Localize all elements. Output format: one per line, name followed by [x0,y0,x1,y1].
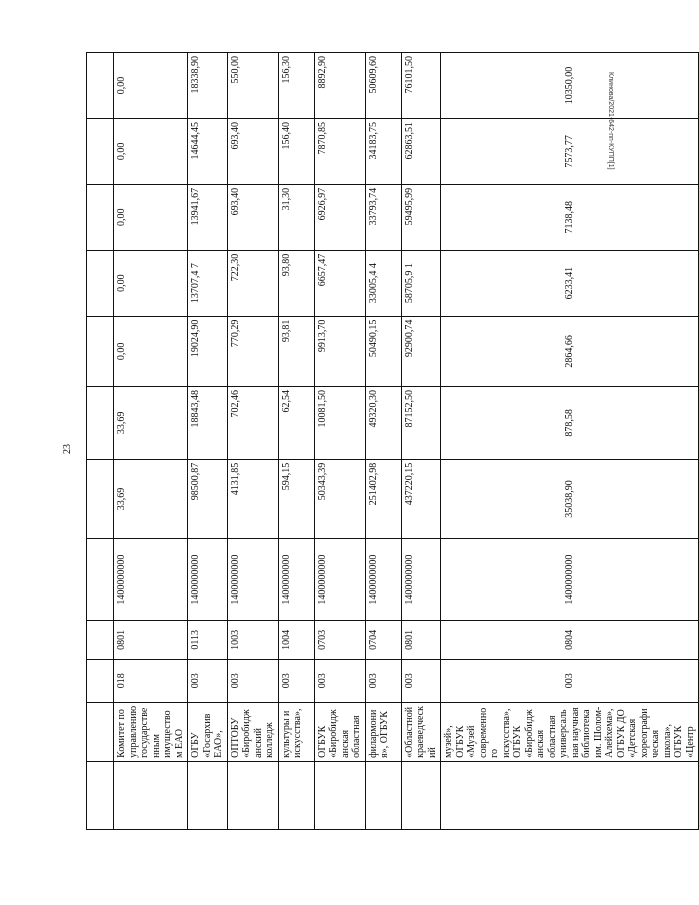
row-v3: 50490,15 [365,316,401,386]
row-v4: 33005,4 4 [365,250,401,316]
row-v2: 878,58 [441,387,699,460]
table-row [401,53,441,830]
row-target: 1400000000 [227,539,278,621]
row-code: 018 [114,659,188,702]
row-v7: 76101,50 [401,53,441,119]
table-row [114,53,188,830]
row-code: 003 [365,659,401,702]
row-v5: 13941,67 [188,184,228,250]
row-target: 1400000000 [441,539,699,621]
row-code: 003 [227,659,278,702]
row-v4: 13707,4 7 [188,250,228,316]
row-v2: 87152,50 [401,387,441,460]
row-name: филармония», ОГБУК [365,702,401,761]
row-target: 1400000000 [188,539,228,621]
page-number: 23 [62,444,73,454]
row-v3: 0,00 [114,316,188,386]
row-v7: 50609,60 [365,53,401,119]
row-v1: 35038,90 [441,459,699,539]
row-v5: 31,30 [278,184,314,250]
row-v7: 18338,90 [188,53,228,119]
row-v3: 19024,90 [188,316,228,386]
row-name: ОГБУ «Госархив ЕАО», [188,702,228,761]
table-row [227,53,278,830]
row-code: 003 [188,659,228,702]
row-code: 003 [401,659,441,702]
table-row [278,53,314,830]
row-code: 003 [314,659,365,702]
row-code: 003 [278,659,314,702]
row-v3: 770,29 [227,316,278,386]
footer-stamp: Клинова/2021-642-пп-КУПП[1] [607,72,614,170]
row-name: Комитет по управлению государственным имуществом ЕАО [114,702,188,761]
row-v6: 62863,51 [401,118,441,184]
row-section: 1003 [227,621,278,660]
row-section: 1004 [278,621,314,660]
table-header-band [87,53,114,830]
row-v5: 0,00 [114,184,188,250]
row-v5: 6926,97 [314,184,365,250]
row-name: ОГБУК «Биробиджанская областная [314,702,365,761]
row-v6: 0,00 [114,118,188,184]
row-v5: 33793,74 [365,184,401,250]
row-v4: 6233,41 [441,250,699,316]
row-v2: 10081,50 [314,387,365,460]
row-v4: 722,30 [227,250,278,316]
row-v5: 59495,99 [401,184,441,250]
table-row [365,53,401,830]
row-v4: 93,80 [278,250,314,316]
row-v7: 10350,00 [441,53,699,119]
row-v1: 437220,15 [401,459,441,539]
row-code: 003 [441,659,699,702]
row-v3: 92900,74 [401,316,441,386]
row-v3: 9913,70 [314,316,365,386]
row-name: ОПТОБУ «Биробиджанский колледж [227,702,278,761]
row-v6: 156,40 [278,118,314,184]
row-v7: 0,00 [114,53,188,119]
row-v6: 693,40 [227,118,278,184]
row-section: 0704 [365,621,401,660]
row-v7: 550,00 [227,53,278,119]
row-v1: 4131,85 [227,459,278,539]
row-target: 1400000000 [278,539,314,621]
row-v1: 594,15 [278,459,314,539]
budget-table [86,52,699,830]
row-v1: 50343,39 [314,459,365,539]
row-v4: 6657,47 [314,250,365,316]
row-name: «Областной краеведческий [401,702,441,761]
row-v4: 58705,9 1 [401,250,441,316]
row-v6: 7870,85 [314,118,365,184]
row-v6: 34183,75 [365,118,401,184]
row-target: 1400000000 [365,539,401,621]
row-v5: 7138,48 [441,184,699,250]
row-target: 1400000000 [114,539,188,621]
row-v1: 251402,98 [365,459,401,539]
row-v3: 93,81 [278,316,314,386]
row-name: музей», ОГБУК «Музей современного искусства», ОГБУК «Биробиджанская областная универсальная научная библиотека им. Шолом-Алейхема», ОГБУК ДО «Детская хореографическая школа», ОГБУК «Центр [441,702,699,761]
row-v2: 702,46 [227,387,278,460]
row-v2: 33,69 [114,387,188,460]
row-v7: 8892,90 [314,53,365,119]
row-v2: 62,54 [278,387,314,460]
row-section: 0703 [314,621,365,660]
table-row [441,53,699,830]
row-v5: 693,40 [227,184,278,250]
row-section: 0804 [441,621,699,660]
row-v1: 33,69 [114,459,188,539]
row-section: 0801 [114,621,188,660]
table-row [314,53,365,830]
row-name: культуры и искусства», [278,702,314,761]
table-row [188,53,228,830]
row-v6: 14644,45 [188,118,228,184]
row-target: 1400000000 [314,539,365,621]
row-v4: 0,00 [114,250,188,316]
row-v6: 7573,77 [441,118,699,184]
row-section: 0801 [401,621,441,660]
row-target: 1400000000 [401,539,441,621]
row-v7: 156,30 [278,53,314,119]
row-v2: 49320,30 [365,387,401,460]
row-section: 0113 [188,621,228,660]
row-v3: 2864,66 [441,316,699,386]
row-v1: 98500,87 [188,459,228,539]
row-v2: 18843,48 [188,387,228,460]
